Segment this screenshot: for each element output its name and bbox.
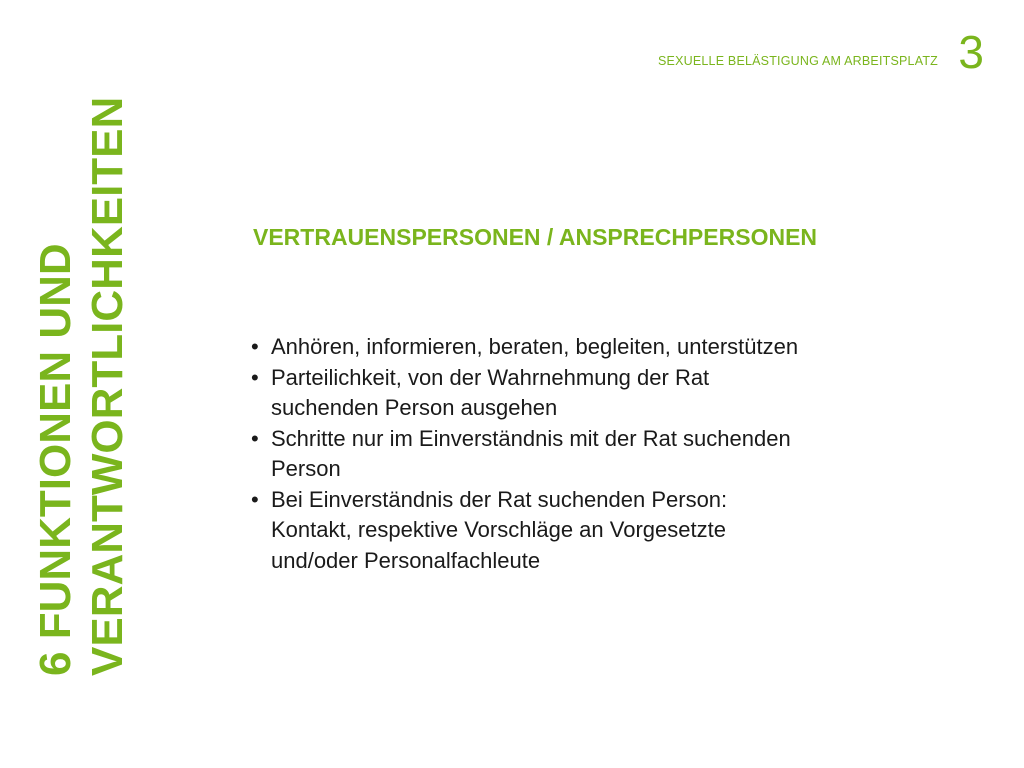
list-item xyxy=(248,363,928,424)
header-label: SEXUELLE BELÄSTIGUNG AM ARBEITSPLATZ xyxy=(658,54,938,68)
bullet-list xyxy=(248,332,928,576)
list-item-line: und/oder Personalfachleute xyxy=(271,547,541,573)
section-heading: VERTRAUENSPERSONEN / ANSPRECHPERSONEN xyxy=(253,224,818,250)
page-number: 3 xyxy=(958,26,984,78)
bullet-dot: • xyxy=(251,486,259,512)
list-item-line: Parteilichkeit, von der Wahrnehmung der Rat xyxy=(271,364,710,390)
side-title-line-1: 6 FUNKTIONEN UND xyxy=(31,243,80,676)
side-title xyxy=(30,36,134,676)
list-item xyxy=(248,485,928,577)
list-item-line: Person xyxy=(271,456,341,481)
list-item xyxy=(248,332,928,363)
side-title-line-2: VERANTWORTLICHKEITEN xyxy=(83,96,132,676)
bullet-dot: • xyxy=(251,364,259,390)
list-item-line: Kontakt, respektive Vorschläge an Vorgesetzte xyxy=(271,517,726,542)
list-item-line: Bei Einverständnis der Rat suchenden Person: xyxy=(271,486,728,512)
list-item-line: Anhören, informieren, beraten, begleiten, unterstützen xyxy=(271,334,799,359)
list-item xyxy=(248,424,928,485)
list-item-line: suchenden Person ausgehen xyxy=(271,395,558,420)
bullet-dot: • xyxy=(251,425,259,451)
bullet-dot: • xyxy=(251,334,259,359)
list-item-line: Schritte nur im Einverständnis mit der Rat suchenden xyxy=(271,425,791,451)
